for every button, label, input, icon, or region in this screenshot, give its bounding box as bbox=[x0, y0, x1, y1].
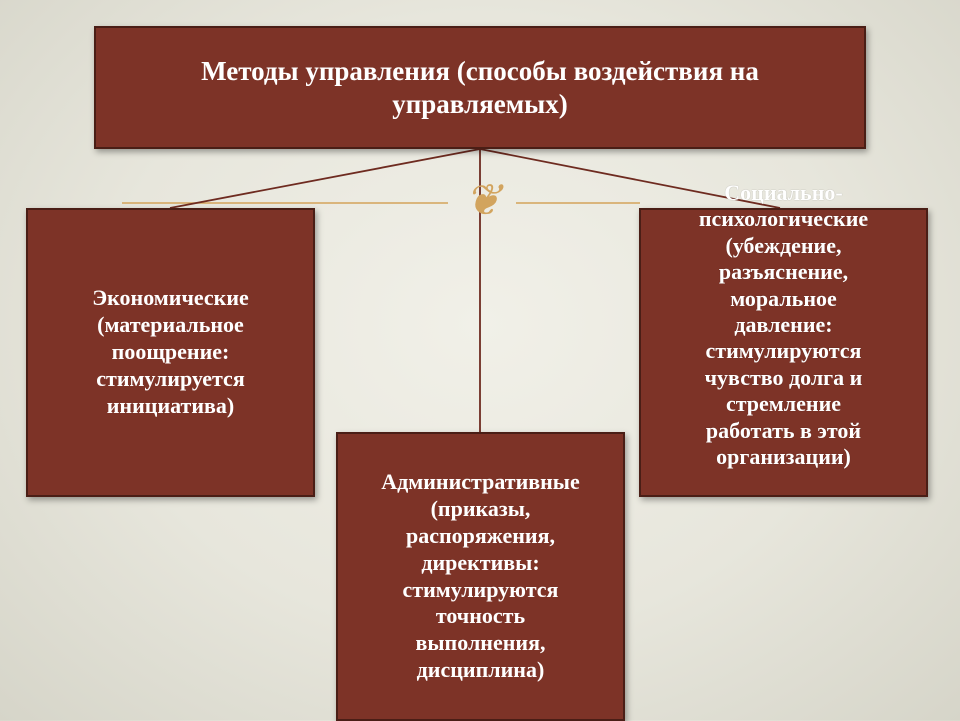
root-methods-label: Методы управления (способы воздействия на управляемых) bbox=[201, 56, 759, 119]
root-methods-box bbox=[94, 26, 866, 149]
socio-psychological-methods-box bbox=[639, 180, 928, 497]
swirl-ornament-icon: ❦ bbox=[464, 175, 502, 226]
administrative-methods-box bbox=[336, 432, 625, 721]
economic-methods-label: Экономические (материальное поощрение: стимулируется инициатива) bbox=[92, 285, 249, 418]
economic-methods-box bbox=[26, 208, 315, 497]
connector-root-to-economic bbox=[170, 149, 480, 208]
socio-psychological-methods-label: Социально- психологические (убеждение, разъяснение, моральное давление: стимулируются чувство долга и стремление работать в этой организации) bbox=[698, 180, 869, 469]
administrative-methods-label: Административные (приказы, распоряжения, директивы: стимулируются точность выполнения, дисциплина) bbox=[381, 469, 580, 682]
